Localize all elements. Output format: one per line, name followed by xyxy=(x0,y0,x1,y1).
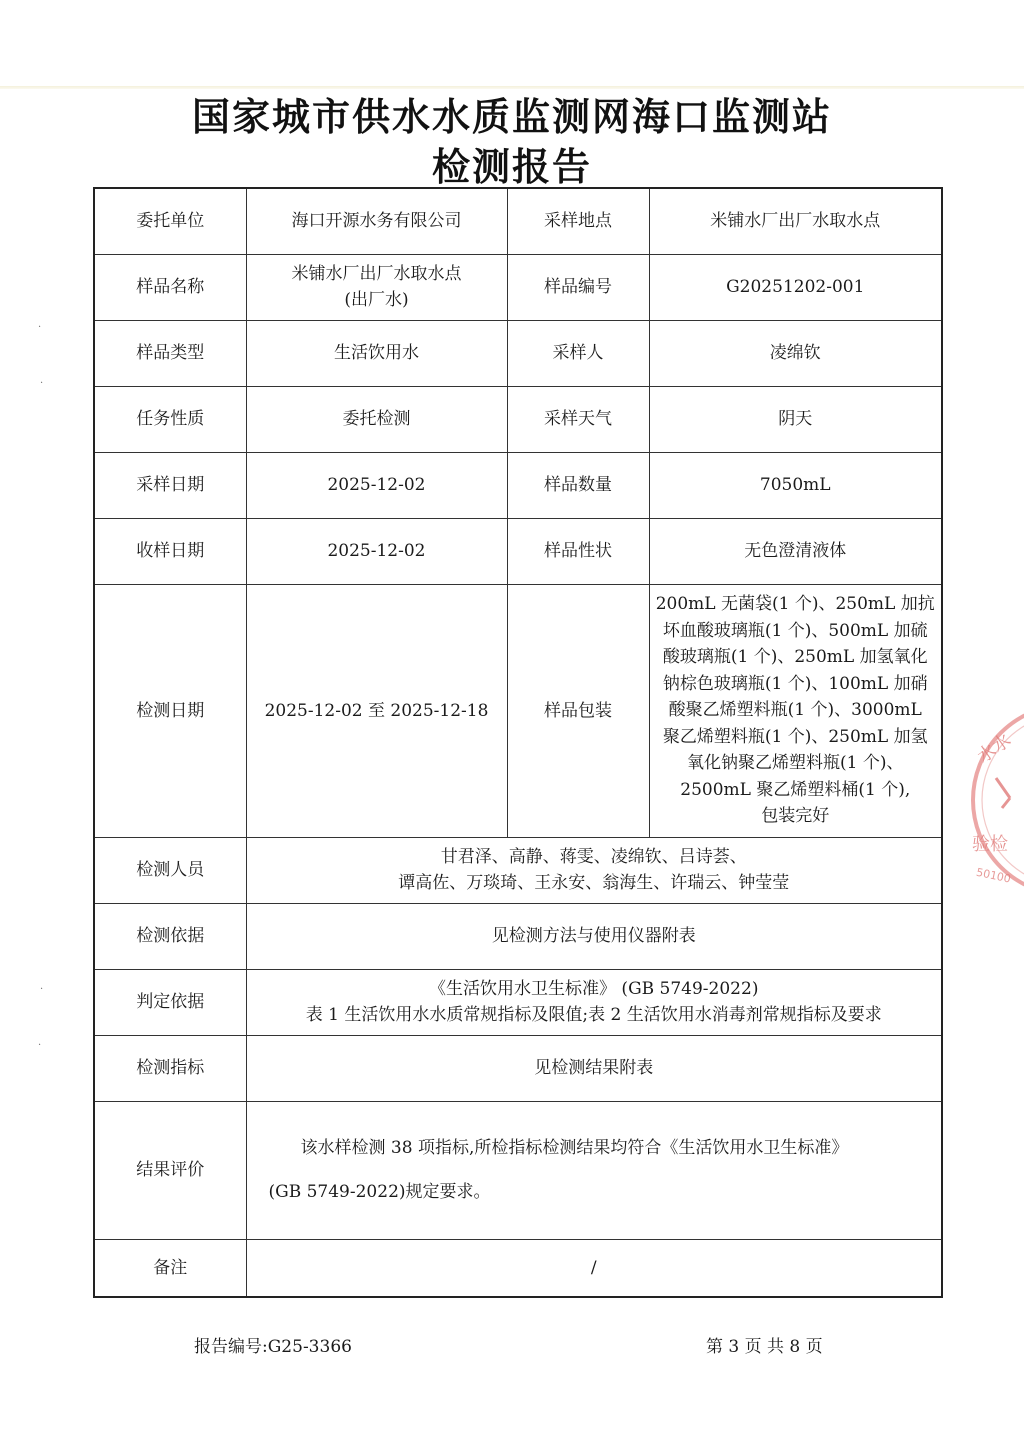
value-evaluation xyxy=(246,1101,942,1239)
packaging-line: 坏血酸玻璃瓶(1 个)、500mL 加硫 xyxy=(662,620,928,641)
label-test-basis: 检测依据 xyxy=(94,903,246,969)
value-remarks: / xyxy=(246,1239,942,1297)
label-receipt-date: 收样日期 xyxy=(94,518,246,584)
judgement-line2: 表 1 生活饮用水水质常规指标及限值;表 2 生活饮用水消毒剂常规指标及要求 xyxy=(305,1005,882,1025)
table-row xyxy=(94,584,942,837)
table-row xyxy=(94,188,942,254)
label-sample-quantity: 样品数量 xyxy=(507,452,649,518)
label-sampler: 采样人 xyxy=(507,320,649,386)
value-test-indicators: 见检测结果附表 xyxy=(246,1035,942,1101)
value-judgement-basis xyxy=(246,969,942,1035)
packaging-line: 酸聚乙烯塑料瓶(1 个)、3000mL xyxy=(668,700,922,721)
label-task-nature: 任务性质 xyxy=(94,386,246,452)
seal-icon xyxy=(958,700,1024,900)
label-test-indicators: 检测指标 xyxy=(94,1035,246,1101)
value-task-nature: 委托检测 xyxy=(246,386,507,452)
value-sample-type: 生活饮用水 xyxy=(246,320,507,386)
report-number: 报告编号:G25-3366 xyxy=(194,1337,352,1357)
value-client: 海口开源水务有限公司 xyxy=(246,188,507,254)
scan-speck: · xyxy=(38,322,42,333)
label-sample-appearance: 样品性状 xyxy=(507,518,649,584)
seal-text-bottom: 50100 xyxy=(975,865,1012,886)
value-sample-name xyxy=(246,254,507,320)
report-title: 国家城市供水水质监测网海口监测站 xyxy=(191,95,832,139)
table-row xyxy=(94,1035,942,1101)
packaging-line: 200mL 无菌袋(1 个)、250mL 加抗 xyxy=(655,594,935,615)
label-judgement-basis: 判定依据 xyxy=(94,969,246,1035)
report-table xyxy=(93,187,943,1298)
table-row xyxy=(94,518,942,584)
seal-text-top: 水水 xyxy=(973,729,1016,768)
value-sampling-weather: 阴天 xyxy=(649,386,942,452)
packaging-line: 酸玻璃瓶(1 个)、250mL 加氢氧化 xyxy=(662,647,928,668)
value-sample-appearance: 无色澄清液体 xyxy=(649,518,942,584)
sample-name-line2: (出厂水) xyxy=(344,290,409,310)
label-sample-name: 样品名称 xyxy=(94,254,246,320)
table-row xyxy=(94,969,942,1035)
value-receipt-date: 2025-12-02 xyxy=(246,518,507,584)
table-row xyxy=(94,452,942,518)
label-sample-packaging: 样品包装 xyxy=(507,584,649,837)
label-client: 委托单位 xyxy=(94,188,246,254)
value-test-basis: 见检测方法与使用仪器附表 xyxy=(246,903,942,969)
scan-speck: · xyxy=(40,984,44,995)
judgement-line1: 《生活饮用水卫生标准》 (GB 5749-2022) xyxy=(429,979,759,999)
label-sample-id: 样品编号 xyxy=(507,254,649,320)
label-sampling-weather: 采样天气 xyxy=(507,386,649,452)
label-sampling-location: 采样地点 xyxy=(507,188,649,254)
packaging-line: 氧化钠聚乙烯塑料瓶(1 个)、 xyxy=(687,753,904,774)
table-row xyxy=(94,320,942,386)
value-sampling-date: 2025-12-02 xyxy=(246,452,507,518)
label-inspectors: 检测人员 xyxy=(94,837,246,903)
evaluation-line1: 该水样检测 38 项指标,所检指标检测结果均符合《生活饮用水卫生标准》 xyxy=(300,1138,849,1158)
value-sampler: 凌绵钦 xyxy=(649,320,942,386)
table-row xyxy=(94,1101,942,1239)
table-row xyxy=(94,837,942,903)
value-sample-packaging xyxy=(649,584,942,837)
label-sampling-date: 采样日期 xyxy=(94,452,246,518)
red-seal-stamp-partial xyxy=(958,700,1024,900)
scan-speck: · xyxy=(38,1040,42,1051)
table-row xyxy=(94,386,942,452)
packaging-line: 聚乙烯塑料瓶(1 个)、250mL 加氢 xyxy=(662,726,928,747)
seal-text-mid: 验检 xyxy=(972,834,1008,855)
sample-name-line1: 米铺水厂出厂水取水点 xyxy=(291,264,462,284)
packaging-line: 钠棕色玻璃瓶(1 个)、100mL 加硝 xyxy=(662,673,928,694)
label-remarks: 备注 xyxy=(94,1239,246,1297)
label-test-date: 检测日期 xyxy=(94,584,246,837)
scan-speck: · xyxy=(40,378,44,389)
inspectors-line1: 甘君泽、高静、蒋雯、凌绵钦、吕诗荟、 xyxy=(440,847,747,867)
value-sample-quantity: 7050mL xyxy=(649,452,942,518)
label-evaluation: 结果评价 xyxy=(94,1101,246,1239)
evaluation-line2: (GB 5749-2022)规定要求。 xyxy=(268,1182,491,1202)
table-row xyxy=(94,254,942,320)
inspectors-line2: 谭高佐、万琰琦、王永安、翁海生、许瑞云、钟莹莹 xyxy=(398,873,790,893)
value-sample-id: G20251202-001 xyxy=(649,254,942,320)
packaging-line: 2500mL 聚乙烯塑料桶(1 个), xyxy=(680,779,911,800)
value-test-date: 2025-12-02 至 2025-12-18 xyxy=(246,584,507,837)
table-row xyxy=(94,903,942,969)
report-subtitle: 检测报告 xyxy=(431,145,592,189)
value-sampling-location: 米铺水厂出厂水取水点 xyxy=(649,188,942,254)
table-row xyxy=(94,1239,942,1297)
packaging-line: 包装完好 xyxy=(761,806,830,827)
label-sample-type: 样品类型 xyxy=(94,320,246,386)
page-number: 第 3 页 共 8 页 xyxy=(706,1337,823,1357)
value-inspectors xyxy=(246,837,942,903)
